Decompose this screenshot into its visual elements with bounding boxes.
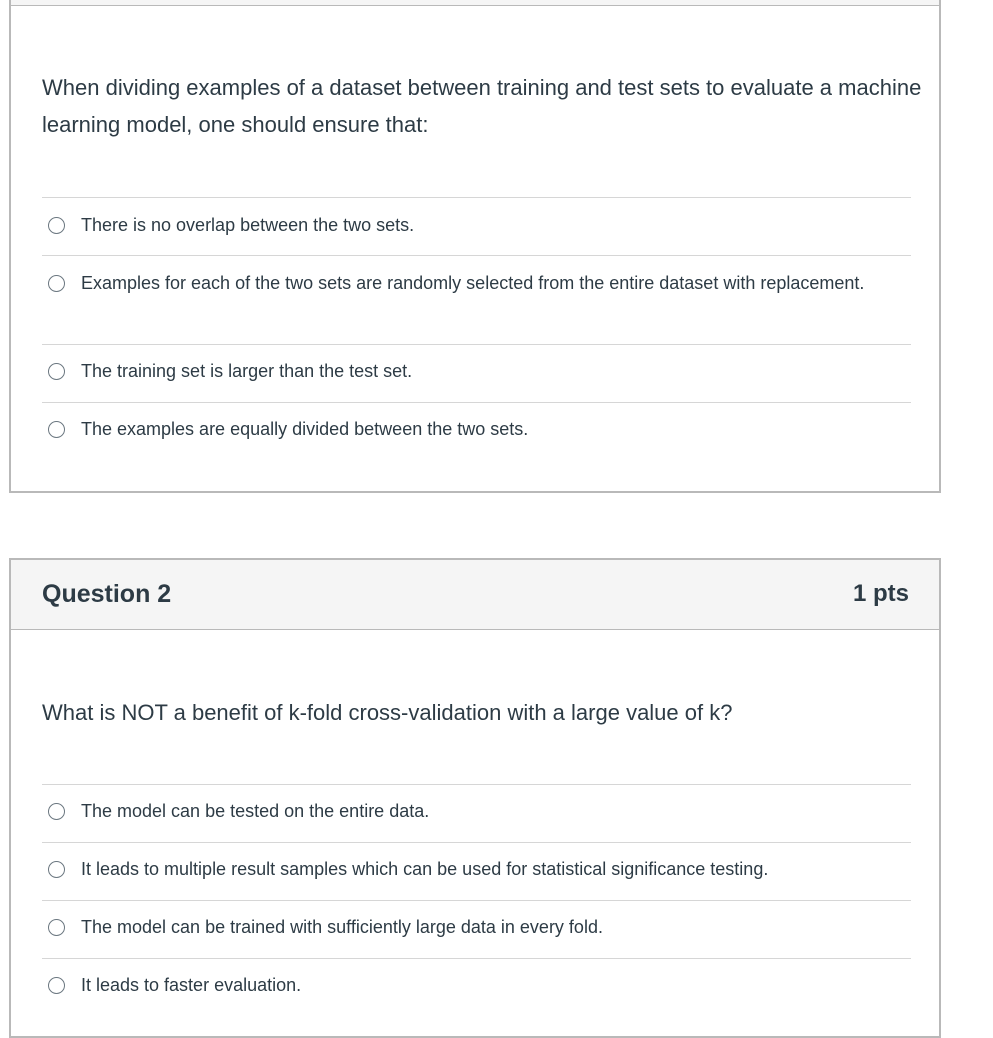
divider [42, 344, 911, 345]
radio-button[interactable] [48, 363, 65, 380]
option-label: It leads to multiple result samples which can be used for statistical significance testing. [81, 859, 769, 879]
answer-option[interactable] [48, 268, 908, 298]
radio-button[interactable] [48, 861, 65, 878]
question-text: What is NOT a benefit of k-fold cross-validation with a large value of k? [42, 700, 733, 725]
question-2-header [11, 560, 939, 630]
option-label: The examples are equally divided between the two sets. [81, 419, 529, 439]
answer-option[interactable] [48, 356, 908, 386]
radio-button[interactable] [48, 421, 65, 438]
option-label: Examples for each of the two sets are randomly selected from the entire dataset with replacement. [81, 273, 865, 293]
question-2-card [9, 558, 941, 1038]
answer-option[interactable] [48, 414, 908, 444]
divider [42, 958, 911, 959]
answer-option[interactable] [48, 796, 908, 826]
option-label: The model can be trained with sufficiently large data in every fold. [81, 917, 603, 937]
question-points: 1 pts [852, 580, 909, 607]
radio-button[interactable] [48, 275, 65, 292]
divider [42, 197, 911, 198]
question-text: When dividing examples of a dataset between training and test sets to evaluate a machine learning model, one should ensure that: [42, 75, 922, 137]
divider [42, 255, 911, 256]
option-label: It leads to faster evaluation. [81, 975, 302, 995]
divider [42, 402, 911, 403]
answer-option[interactable] [48, 912, 908, 942]
answer-option[interactable] [48, 210, 908, 240]
option-label: The training set is larger than the test set. [81, 361, 413, 381]
radio-button[interactable] [48, 919, 65, 936]
radio-button[interactable] [48, 803, 65, 820]
question-title: Question 2 [42, 580, 172, 608]
divider [42, 900, 911, 901]
option-label: The model can be tested on the entire data. [81, 801, 430, 821]
radio-button[interactable] [48, 977, 65, 994]
answer-option[interactable] [48, 970, 908, 1000]
divider [42, 842, 911, 843]
option-label: There is no overlap between the two sets. [81, 215, 415, 235]
question-1-header [11, 0, 939, 6]
radio-button[interactable] [48, 217, 65, 234]
answer-option[interactable] [48, 854, 908, 884]
question-1-card [9, 0, 941, 493]
divider [42, 784, 911, 785]
